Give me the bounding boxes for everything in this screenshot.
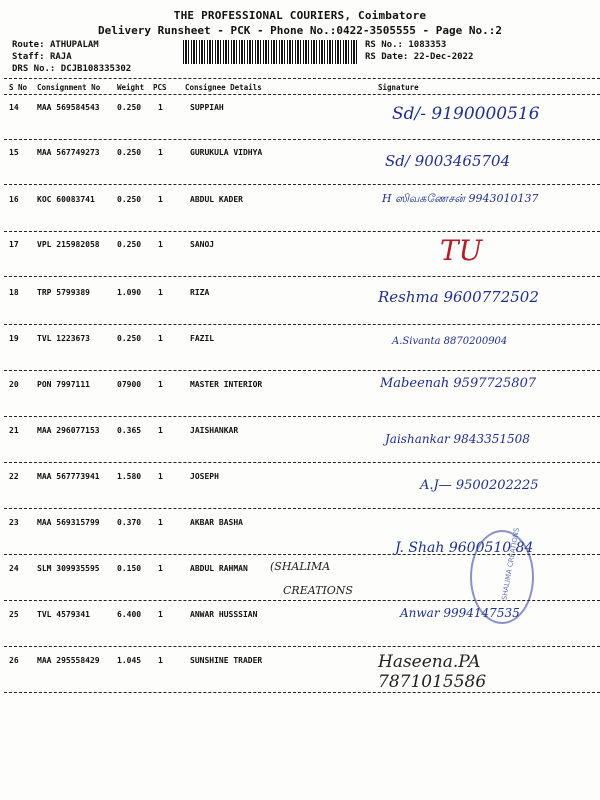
row-consignment-no: KOC 60083741 [37,195,95,204]
row-sno: 26 [9,656,19,665]
row-divider [4,692,600,693]
header-bottom-rule [4,94,600,95]
row-weight: 0.150 [117,564,142,573]
row-sno: 18 [9,288,19,297]
row-pcs: 1 [158,610,163,619]
col-consignment: Consignment No [37,83,101,92]
row-consignee: SUPPIAH [190,103,224,112]
route-line [12,40,99,50]
row-consignment-no: VPL 215982058 [37,240,100,249]
row-sno: 20 [9,380,19,389]
row-consignee: SANOJ [190,240,215,249]
row-pcs: 1 [158,518,163,527]
row-pcs: 1 [158,240,163,249]
row-signature: Jaishankar 9843351508 [385,432,530,446]
row-consignee: JOSEPH [190,472,219,481]
row-signature: Reshma 9600772502 [378,288,539,306]
row-weight: 0.250 [117,103,142,112]
row-divider [4,370,600,371]
row-consignment-no: SLM 309935595 [37,564,100,573]
row-weight: 1.045 [117,656,142,665]
row-weight: 0.365 [117,426,142,435]
row-weight: 0.250 [117,148,142,157]
row-signature: A.Sivanta 8870200904 [392,336,508,347]
staff-label: Staff: [12,52,45,62]
row-consignee: AKBAR BASHA [190,518,243,527]
col-consignee: Consignee Details [185,83,262,92]
route-value: ATHUPALAM [49,40,99,50]
row-consignment-no: MAA 295558429 [37,656,100,665]
row-divider [4,184,600,185]
row-divider [4,231,600,232]
row-pcs: 1 [158,426,163,435]
row-sno: 15 [9,148,19,157]
row-signature: J. Shah 9600510 84 [395,540,534,556]
row-sno: 23 [9,518,19,527]
drs-line [12,64,131,74]
rs-date-value: 22-Dec-2022 [413,52,474,62]
row-weight: 6.400 [117,610,142,619]
row-consignment-no: MAA 569584543 [37,103,100,112]
row-signature: A.J— 9500202225 [420,478,539,493]
rs-date-line [365,52,473,62]
row-divider [4,139,600,140]
company-stamp [470,530,534,624]
row-pcs: 1 [158,334,163,343]
row24-note-2: CREATIONS [283,584,353,597]
row-sno: 16 [9,195,19,204]
row-consignee: ANWAR HUSSSIAN [190,610,258,619]
row-consignee: ABDUL KADER [190,195,243,204]
drs-value: DCJB108335302 [60,64,132,74]
row-divider [4,416,600,417]
staff-value: RAJA [49,52,72,62]
row-consignment-no: TVL 4579341 [37,610,90,619]
row-sno: 24 [9,564,19,573]
row-weight: 0.250 [117,195,142,204]
row-sno: 25 [9,610,19,619]
row-weight: 0.370 [117,518,142,527]
row-sno: 22 [9,472,19,481]
col-weight: Weight [117,83,145,92]
row-consignment-no: TVL 1223673 [37,334,90,343]
row-consignment-no: TRP 5799389 [37,288,90,297]
rs-no-value: 1083353 [408,40,447,50]
row-consignee: MASTER INTERIOR [190,380,263,389]
row-signature: TU [440,234,483,267]
row-consignment-no: MAA 567749273 [37,148,100,157]
row-consignee: SUNSHINE TRADER [190,656,263,665]
barcode [183,40,358,64]
row-pcs: 1 [158,195,163,204]
row-consignee: JAISHANKAR [190,426,239,435]
row-consignee: RIZA [190,288,210,297]
row-pcs: 1 [158,103,163,112]
rs-no-label: RS No.: [365,40,403,50]
row-sno: 14 [9,103,19,112]
row-weight: 0.250 [117,240,142,249]
drs-label: DRS No.: [12,64,56,74]
row-consignment-no: MAA 567773941 [37,472,100,481]
row-pcs: 1 [158,380,163,389]
col-signature: Signature [378,83,419,92]
row-signature: H ஸிவகணேசன் 9943010137 [382,192,539,205]
row-signature: Sd/- 9190000516 [392,104,540,124]
row-sno: 17 [9,240,19,249]
stamp-text: SHALIMA CREATIONS [500,527,522,601]
staff-line [12,52,72,62]
row-weight: 1.090 [117,288,142,297]
row-pcs: 1 [158,288,163,297]
row-signature: Sd/ 9003465704 [385,152,511,170]
document-title: THE PROFESSIONAL COURIERS, Coimbatore [173,9,427,22]
row-pcs: 1 [158,564,163,573]
row-consignment-no: MAA 569315799 [37,518,100,527]
row-consignee: ABDUL RAHMAN [190,564,248,573]
row-divider [4,276,600,277]
col-pcs: PCS [153,83,167,92]
document-subtitle: Delivery Runsheet - PCK - Phone No.:0422-3505555 - Page No.:2 [98,24,502,37]
row-signature: Mabeenah 9597725807 [380,376,537,391]
row-signature: Haseena.PA 7871015586 [378,652,487,692]
route-label: Route: [12,40,45,50]
row-consignee: GURUKULA VIDHYA [190,148,263,157]
header-top-rule [4,78,600,79]
rs-date-label: RS Date: [365,52,409,62]
row-pcs: 1 [158,148,163,157]
col-sno: S No [9,83,28,92]
row-consignment-no: MAA 296077153 [37,426,100,435]
row-divider [4,508,600,509]
row-divider [4,646,600,647]
row-signature: Anwar 9994147535 [400,606,520,620]
row-sno: 21 [9,426,19,435]
row-divider [4,324,600,325]
row-consignee: FAZIL [190,334,215,343]
row-weight: 0.250 [117,334,142,343]
row-weight: 07900 [117,380,142,389]
row-consignment-no: PON 7997111 [37,380,90,389]
row-sno: 19 [9,334,19,343]
row-weight: 1.580 [117,472,142,481]
row24-note-1: (SHALIMA [270,560,331,573]
row-divider [4,462,600,463]
row-pcs: 1 [158,472,163,481]
rs-no-line [365,40,446,50]
row-pcs: 1 [158,656,163,665]
